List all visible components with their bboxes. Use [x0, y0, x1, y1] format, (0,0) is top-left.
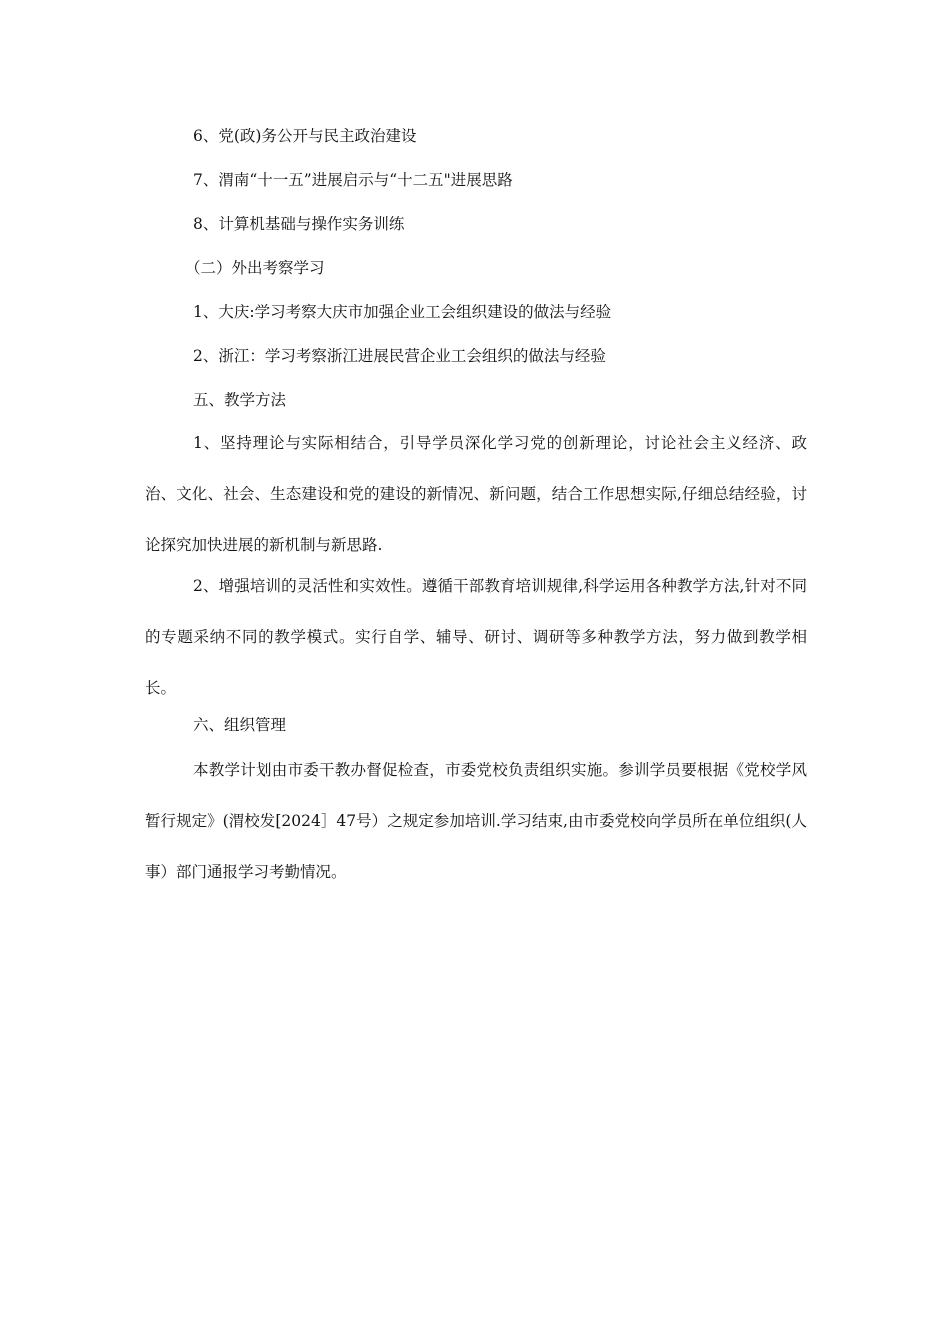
section-heading-management-wrap	[145, 703, 807, 747]
section-heading-management: 六、组织管理	[193, 716, 287, 734]
list-item: 8、计算机基础与操作实务训练	[193, 215, 405, 233]
document-body	[145, 114, 807, 422]
teaching-method-1	[145, 418, 807, 571]
teaching-method-2	[145, 561, 807, 714]
list-item: 1、大庆:学习考察大庆市加强企业工会组织建设的做法与经验	[193, 303, 612, 321]
paragraph: 2、增强培训的灵活性和实效性。遵循干部教育培训规律,科学运用各种教学方法,针对不同的专题采纳不同的教学模式。实行自学、辅导、研讨、调研等多种教学方法，努力做到教学相长。	[145, 577, 807, 697]
paragraph: 1、坚持理论与实际相结合，引导学员深化学习党的创新理论，讨论社会主义经济、政治、文化、社会、生态建设和党的建设的新情况、新问题，结合工作思想实际,仔细总结经验，讨论探究加快进展的新机制与新思路.	[145, 434, 807, 554]
section-heading-field-trips: （二）外出考察学习	[185, 259, 325, 277]
list-item: 2、浙江：学习考察浙江进展民营企业工会组织的做法与经验	[193, 347, 606, 365]
list-item: 6、党(政)务公开与民主政治建设	[193, 127, 417, 145]
management-paragraph	[145, 745, 807, 898]
section-heading-teaching-methods: 五、教学方法	[193, 391, 287, 409]
list-item: 7、渭南“十一五”进展启示与“十二五"进展思路	[193, 171, 513, 189]
paragraph: 本教学计划由市委干教办督促检查，市委党校负责组织实施。参训学员要根据《党校学风暂行规定》(渭校发[2024］47号）之规定参加培训.学习结束,由市委党校向学员所在单位组织(人事）部门通报学习考勤情况。	[145, 761, 807, 881]
